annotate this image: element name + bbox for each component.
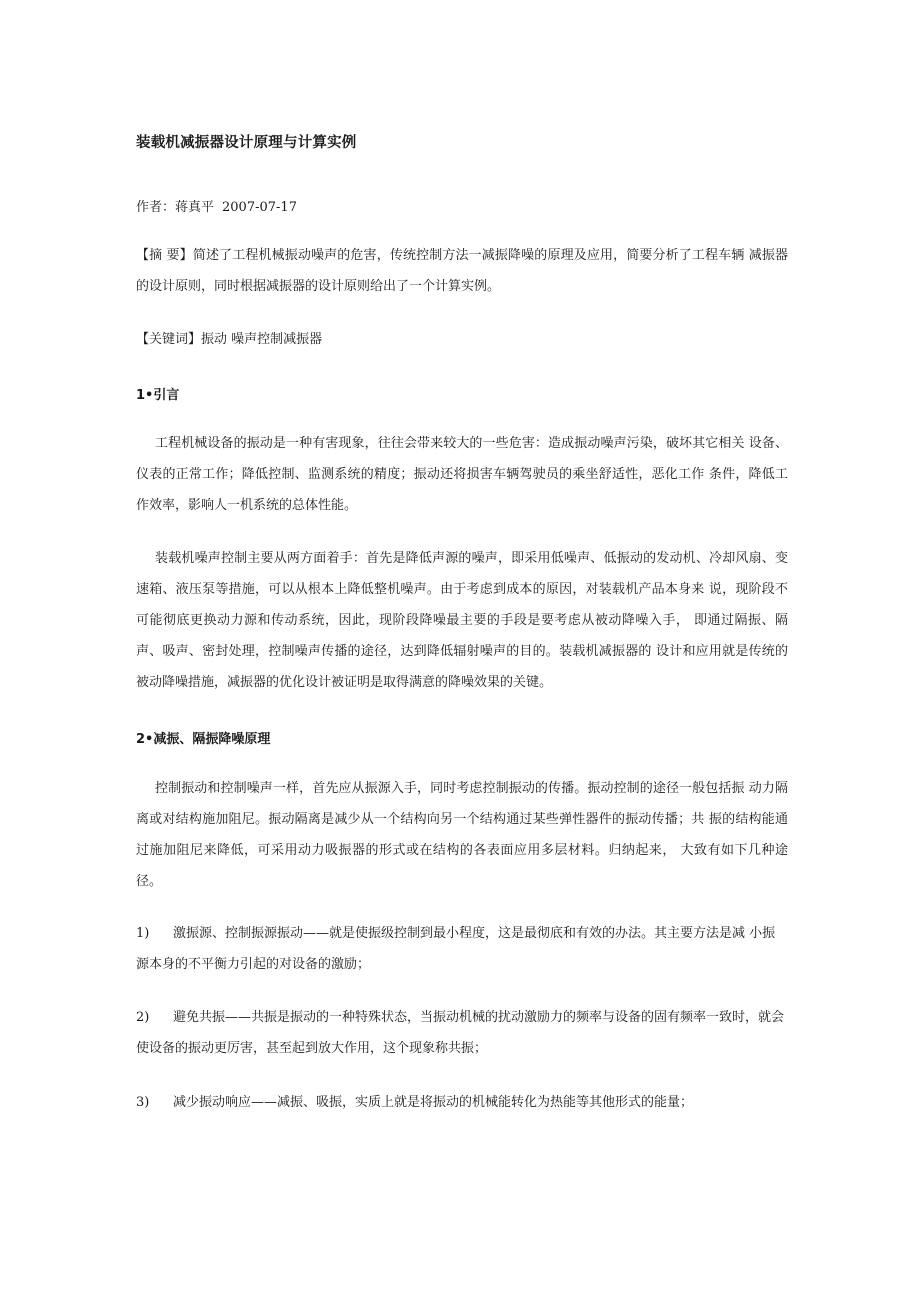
keywords-label: 【关键词】 bbox=[136, 332, 202, 347]
list-item-text: 激振源、控制振源振动——就是使振级控制到最小程度，这是最彻底和有效的办法。其主要方法是减 小振源本身的不平衡力引起的对设备的激励； bbox=[136, 926, 776, 972]
section-heading-principle: 2•减振、隔振降噪原理 bbox=[136, 732, 271, 747]
author-line bbox=[136, 196, 297, 215]
intro-paragraph-2: 装载机噪声控制主要从两方面着手：首先是降低声源的噪声，即采用低噪声、低振动的发动机、冷却风扇、变速箱、液压泵等措施，可以从根本上降低整机噪声。由于考虑到成本的原因，对装载机产品本身来 说，现阶段不可能彻底更换动力源和传动系统，因此，现阶段降噪最主要的手段是要考虑从被动降噪入手， 即通过隔振、隔声、吸声、密封处理，控制噪声传播的途径，达到降低辐射噪声的目的。装载机减振器的 设计和应用就是传统的被动降噪措施，减振器的优化设计被证明是取得满意的降噪效果的关键。 bbox=[136, 551, 788, 690]
section-heading-intro: 1•引言 bbox=[136, 388, 180, 403]
list-item bbox=[136, 1087, 788, 1118]
list-item-number: 2) bbox=[136, 1010, 150, 1025]
list-item-text: 避免共振——共振是振动的一种特殊状态，当振动机械的扰动激励力的频率与设备的固有频率一致时，就会使设备的振动更厉害，甚至起到放大作用，这个现象称共振； bbox=[136, 1010, 785, 1056]
list-item bbox=[136, 918, 788, 980]
keywords-paragraph bbox=[136, 324, 788, 355]
keywords-text: 振动 噪声控制减振器 bbox=[201, 332, 323, 347]
list-item bbox=[136, 1002, 788, 1064]
abstract-label: 【摘 要】 bbox=[136, 248, 193, 263]
page-title: 装载机减振器设计原理与计算实例 bbox=[136, 135, 357, 151]
abstract-text: 简述了工程机械振动噪声的危害，传统控制方法一减振降噪的原理及应用，简要分析了工程车辆 减振器的设计原则，同时根据减振器的设计原则给出了一个计算实例。 bbox=[136, 248, 788, 294]
intro-paragraph-1: 工程机械设备的振动是一种有害现象，往往会带来较大的一些危害：造成振动噪声污染，破坏其它相关 设备、仪表的正常工作；降低控制、监测系统的精度；振动还将损害车辆驾驶员的乘坐舒适性，恶化工作 条件，降低工作效率，影响人一机系统的总体性能。 bbox=[136, 436, 788, 513]
publish-date: 2007-07-17 bbox=[222, 200, 297, 215]
principle-paragraph-1: 控制振动和控制噪声一样，首先应从振源入手，同时考虑控制振动的传播。振动控制的途径一般包括振 动力隔离或对结构施加阻尼。振动隔离是减少从一个结构向另一个结构通过某些弹性器件的振动传播；共 振的结构能通过施加阻尼来降低，可采用动力吸振器的形式或在结构的各表面应用多层材料。归纳起来， 大致有如下几种途径。 bbox=[136, 781, 788, 889]
abstract-paragraph bbox=[136, 240, 788, 302]
list-item-text: 减少振动响应——减振、吸振，实质上就是将振动的机械能转化为热能等其他形式的能量； bbox=[173, 1095, 694, 1110]
list-item-number: 1) bbox=[136, 926, 150, 941]
author-name: 作者：蒋真平 bbox=[136, 200, 215, 215]
list-item-number: 3) bbox=[136, 1095, 150, 1110]
